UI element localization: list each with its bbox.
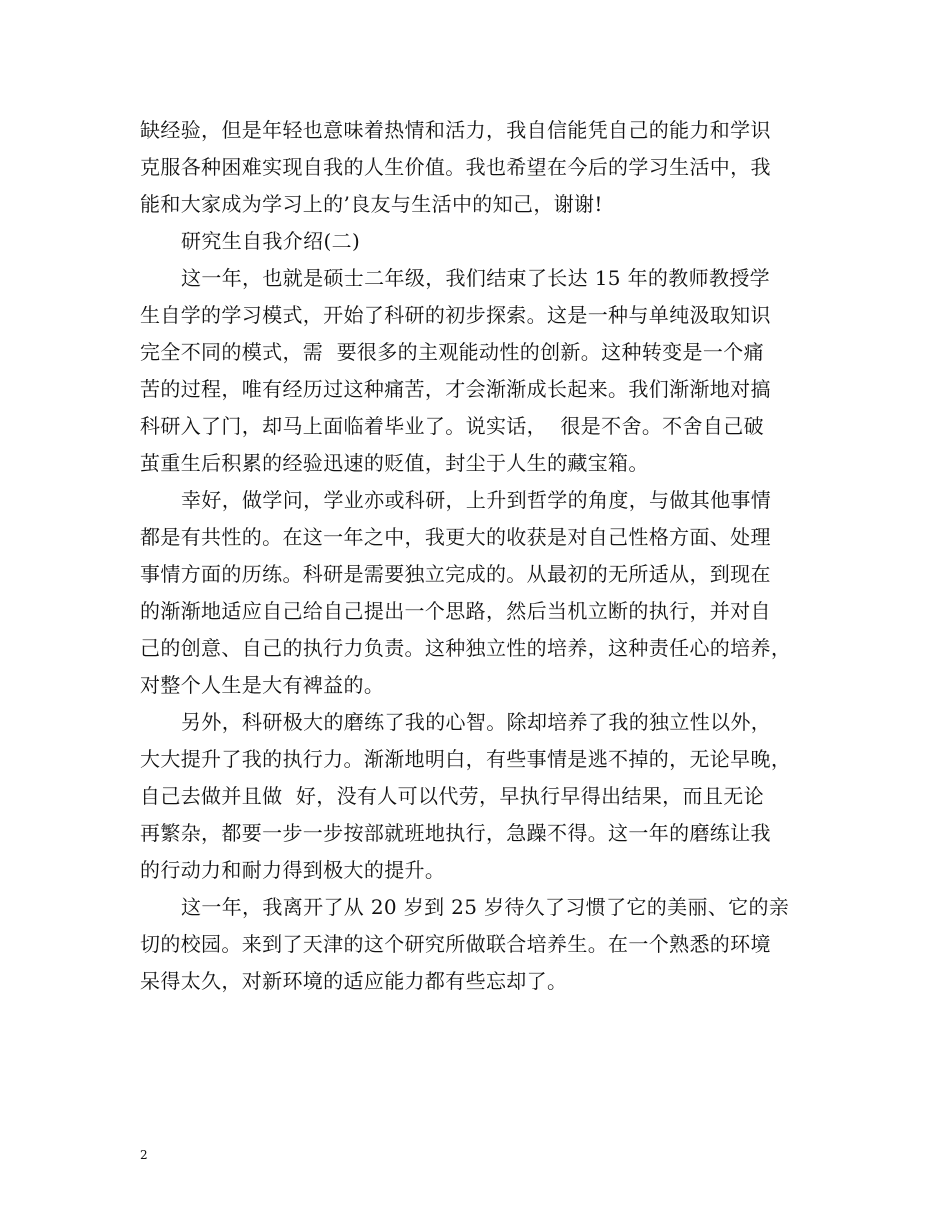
- text-line: 苦的过程，唯有经历过这种痛苦，才会渐渐成长起来。我们渐渐地对搞: [140, 377, 771, 401]
- text-line: 另外，科研极大的磨练了我的心智。除却培养了我的独立性以外，: [181, 710, 772, 734]
- text-line: 缺经验，但是年轻也意味着热情和活力，我自信能凭自己的能力和学识: [140, 118, 771, 142]
- text-line: 科研入了门，却马上面临着毕业了。说实话， 很是不舍。不舍自己破: [140, 414, 764, 438]
- text-line: 大大提升了我的执行力。渐渐地明白，有些事情是逃不掉的，无论早晚，: [140, 747, 792, 771]
- text-line: 这一年，也就是硕士二年级，我们结束了长达 15 年的教师教授学: [181, 266, 771, 290]
- text-line: 己的创意、自己的执行力负责。这种独立性的培养，这种责任心的培养，: [140, 636, 792, 660]
- text-line: 完全不同的模式，需 要很多的主观能动性的创新。这种转变是一个痛: [140, 340, 764, 364]
- text-line: 茧重生后积累的经验迅速的贬值，封尘于人生的藏宝箱。: [140, 451, 649, 475]
- text-line: 幸好，做学问，学业亦或科研，上升到哲学的角度，与做其他事情: [181, 488, 772, 512]
- text-line: 的渐渐地适应自己给自己提出一个思路，然后当机立断的执行，并对自: [140, 599, 771, 623]
- text-line: 对整个人生是大有裨益的。: [140, 673, 385, 697]
- text-line: 自己去做并且做 好，没有人可以代劳，早执行早得出结果，而且无论: [140, 784, 764, 808]
- text-line: 切的校园。来到了天津的这个研究所做联合培养生。在一个熟悉的环境: [140, 932, 771, 956]
- section-heading: 研究生自我介绍(二): [181, 229, 361, 253]
- text-line: 呆得太久，对新环境的适应能力都有些忘却了。: [140, 969, 568, 993]
- text-line: 事情方面的历练。科研是需要独立完成的。从最初的无所适从，到现在: [140, 562, 771, 586]
- text-line: 都是有共性的。在这一年之中，我更大的收获是对自己性格方面、处理: [140, 525, 771, 549]
- text-line: 这一年，我离开了从 20 岁到 25 岁待久了习惯了它的美丽、它的亲: [181, 895, 790, 919]
- text-line: 克服各种困难实现自我的人生价值。我也希望在今后的学习生活中，我: [140, 155, 771, 179]
- text-line: 的行动力和耐力得到极大的提升。: [140, 858, 446, 882]
- page-number: 2: [140, 1148, 148, 1162]
- text-line: 能和大家成为学习上的’良友与生活中的知己，谢谢!: [140, 192, 603, 216]
- text-line: 再繁杂，都要一步一步按部就班地执行，急躁不得。这一年的磨练让我: [140, 821, 771, 845]
- text-line: 生自学的学习模式，开始了科研的初步探索。这是一种与单纯汲取知识: [140, 303, 771, 327]
